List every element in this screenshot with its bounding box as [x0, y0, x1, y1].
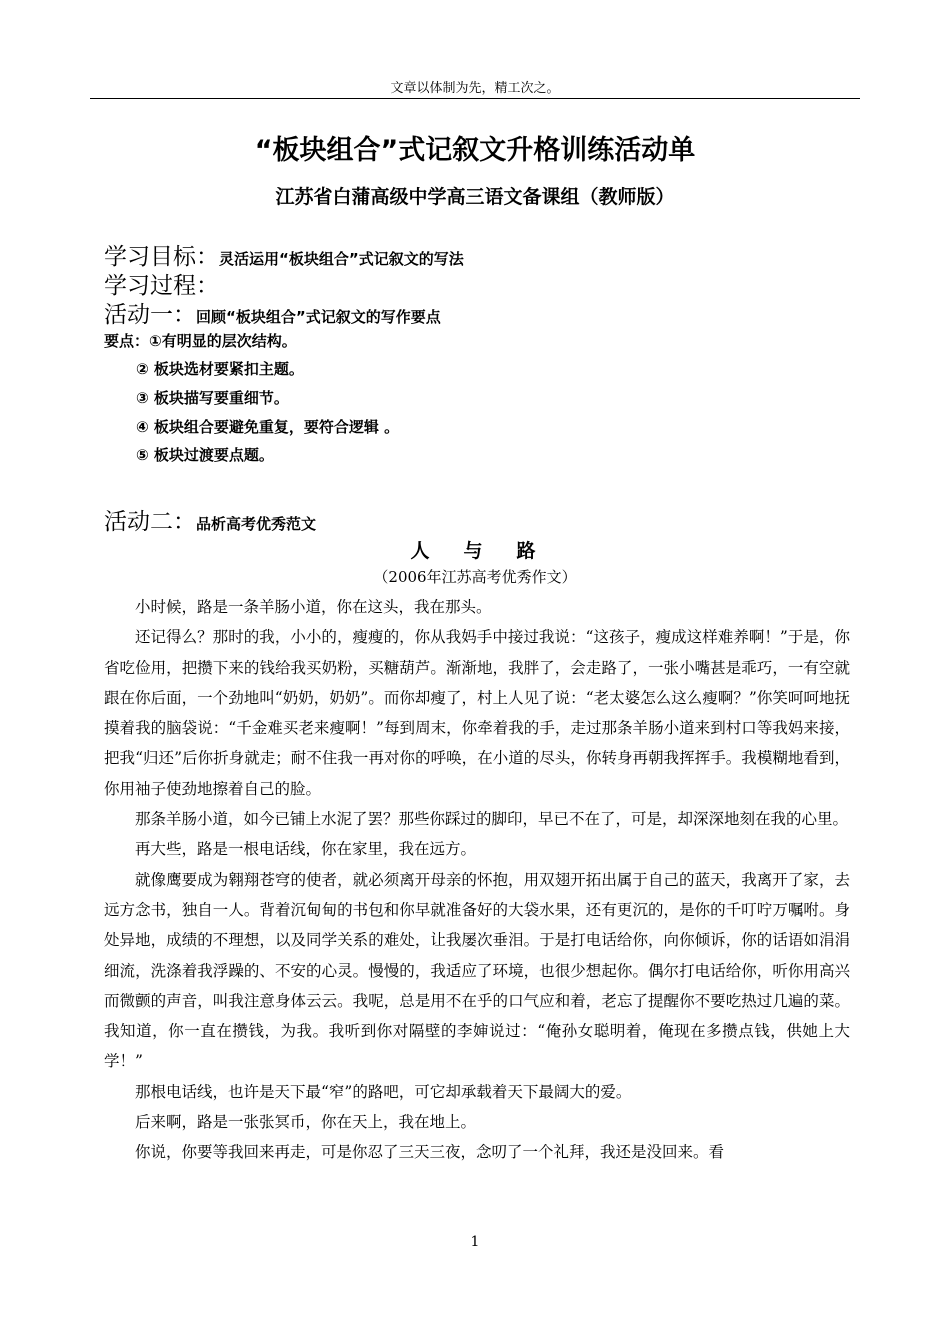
key-point-item: ④ 板块组合要避免重复，要符合逻辑 。 — [136, 418, 400, 436]
learning-goal-label: 学习目标： — [104, 244, 219, 270]
essay-paragraph: 小时候，路是一条羊肠小道，你在这头，我在那头。 — [135, 598, 492, 616]
activity-one — [104, 296, 441, 329]
document-title: “板块组合”式记叙文升格训练活动单 — [254, 135, 696, 166]
essay-body — [104, 592, 850, 1168]
essay-paragraph: 就像鹰要成为翱翔苍穹的使者，就必须离开母亲的怀抱，用双翅开拓出属于自己的蓝天，我离开了家，去远方念书，独自一人。背着沉甸甸的书包和你早就准备好的大袋水果，还有更沉的，是你的千叮咛万嘱咐。身处异地，成绩的不理想，以及同学关系的难处，让我屡次垂泪。于是打电话给你，向你倾诉，你的话语如涓涓细流，洗涤着我浮躁的、不安的心灵。慢慢的，我适应了环境，也很少想起你。偶尔打电话给你，听你用高兴而微颤的声音，叫我注意身体云云。我呢，总是用不在乎的口气应和着，老忘了提醒你不要吃热过几遍的菜。我知道，你一直在攒钱，为我。我听到你对隔壁的李婶说过：“俺孙女聪明着，俺现在多攒点钱，供她上大学！” — [104, 870, 850, 1071]
activity-two-text: 品析高考优秀范文 — [196, 515, 317, 533]
essay-paragraph: 那根电话线，也许是天下最“窄”的路吧，可它却承载着天下最阔大的爱。 — [135, 1082, 632, 1101]
essay-paragraph: 后来啊，路是一张张冥币，你在天上，我在地上。 — [135, 1113, 477, 1132]
header-motto: 文章以体制为先，精工次之。 — [390, 81, 560, 96]
header-divider — [90, 98, 860, 99]
essay-paragraph: 那条羊肠小道，如今已铺上水泥了罢？那些你踩过的脚印，早已不在了，可是，却深深地刻在我的心里。 — [135, 810, 849, 829]
key-point-item: ⑤ 板块过渡要点题。 — [136, 446, 274, 464]
essay-source: （2006年江苏高考优秀作文） — [373, 568, 577, 586]
key-point-item: ①有明显的层次结构。 — [149, 332, 297, 350]
key-points-label: 要点： — [104, 332, 150, 350]
essay-paragraph: 你说，你要等我回来再走，可是你忍了三天三夜，念叨了一个礼拜，我还是没回来。看 — [135, 1143, 725, 1162]
learning-goal-text: 灵活运用“板块组合”式记叙文的写法 — [219, 250, 464, 268]
essay-paragraph: 还记得么？那时的我，小小的，瘦瘦的，你从我妈手中接过我说：“这孩子，瘦成这样难养啊！”于是，你省吃俭用，把攒下来的钱给我买奶粉，买糖葫芦。渐渐地，我胖了，会走路了，一张小嘴甚是乖巧，一有空就跟在你后面，一个劲地叫“奶奶，奶奶”。而你却瘦了，村上人见了说：“老太婆怎么这么瘦啊？”你笑呵呵地抚摸着我的脑袋说：“千金难买老来瘦啊！”每到周末，你牵着我的手，走过那条羊肠小道来到村口等我妈来接，把我“归还”后你折身就走；耐不住我一再对你的呼唤，在小道的尽头，你转身再朝我挥挥手。我模糊地看到，你用袖子使劲地擦着自己的脸。 — [104, 628, 850, 798]
activity-one-text: 回顾“板块组合”式记叙文的写作要点 — [196, 308, 441, 326]
key-point-item: ③ 板块描写要重细节。 — [136, 389, 289, 407]
learning-process-label: 学习过程： — [104, 273, 219, 299]
activity-one-label: 活动一： — [104, 302, 196, 328]
page-number: 1 — [470, 1234, 480, 1250]
document-subtitle: 江苏省白蒲高级中学高三语文备课组（教师版） — [275, 186, 675, 208]
essay-title: 人与路 — [410, 540, 570, 562]
activity-two-label: 活动二： — [104, 509, 196, 535]
essay-paragraph: 再大些，路是一根电话线，你在家里，我在远方。 — [135, 840, 477, 859]
key-points — [104, 330, 297, 351]
activity-two — [104, 503, 316, 536]
key-point-item: ② 板块选材要紧扣主题。 — [136, 360, 304, 378]
